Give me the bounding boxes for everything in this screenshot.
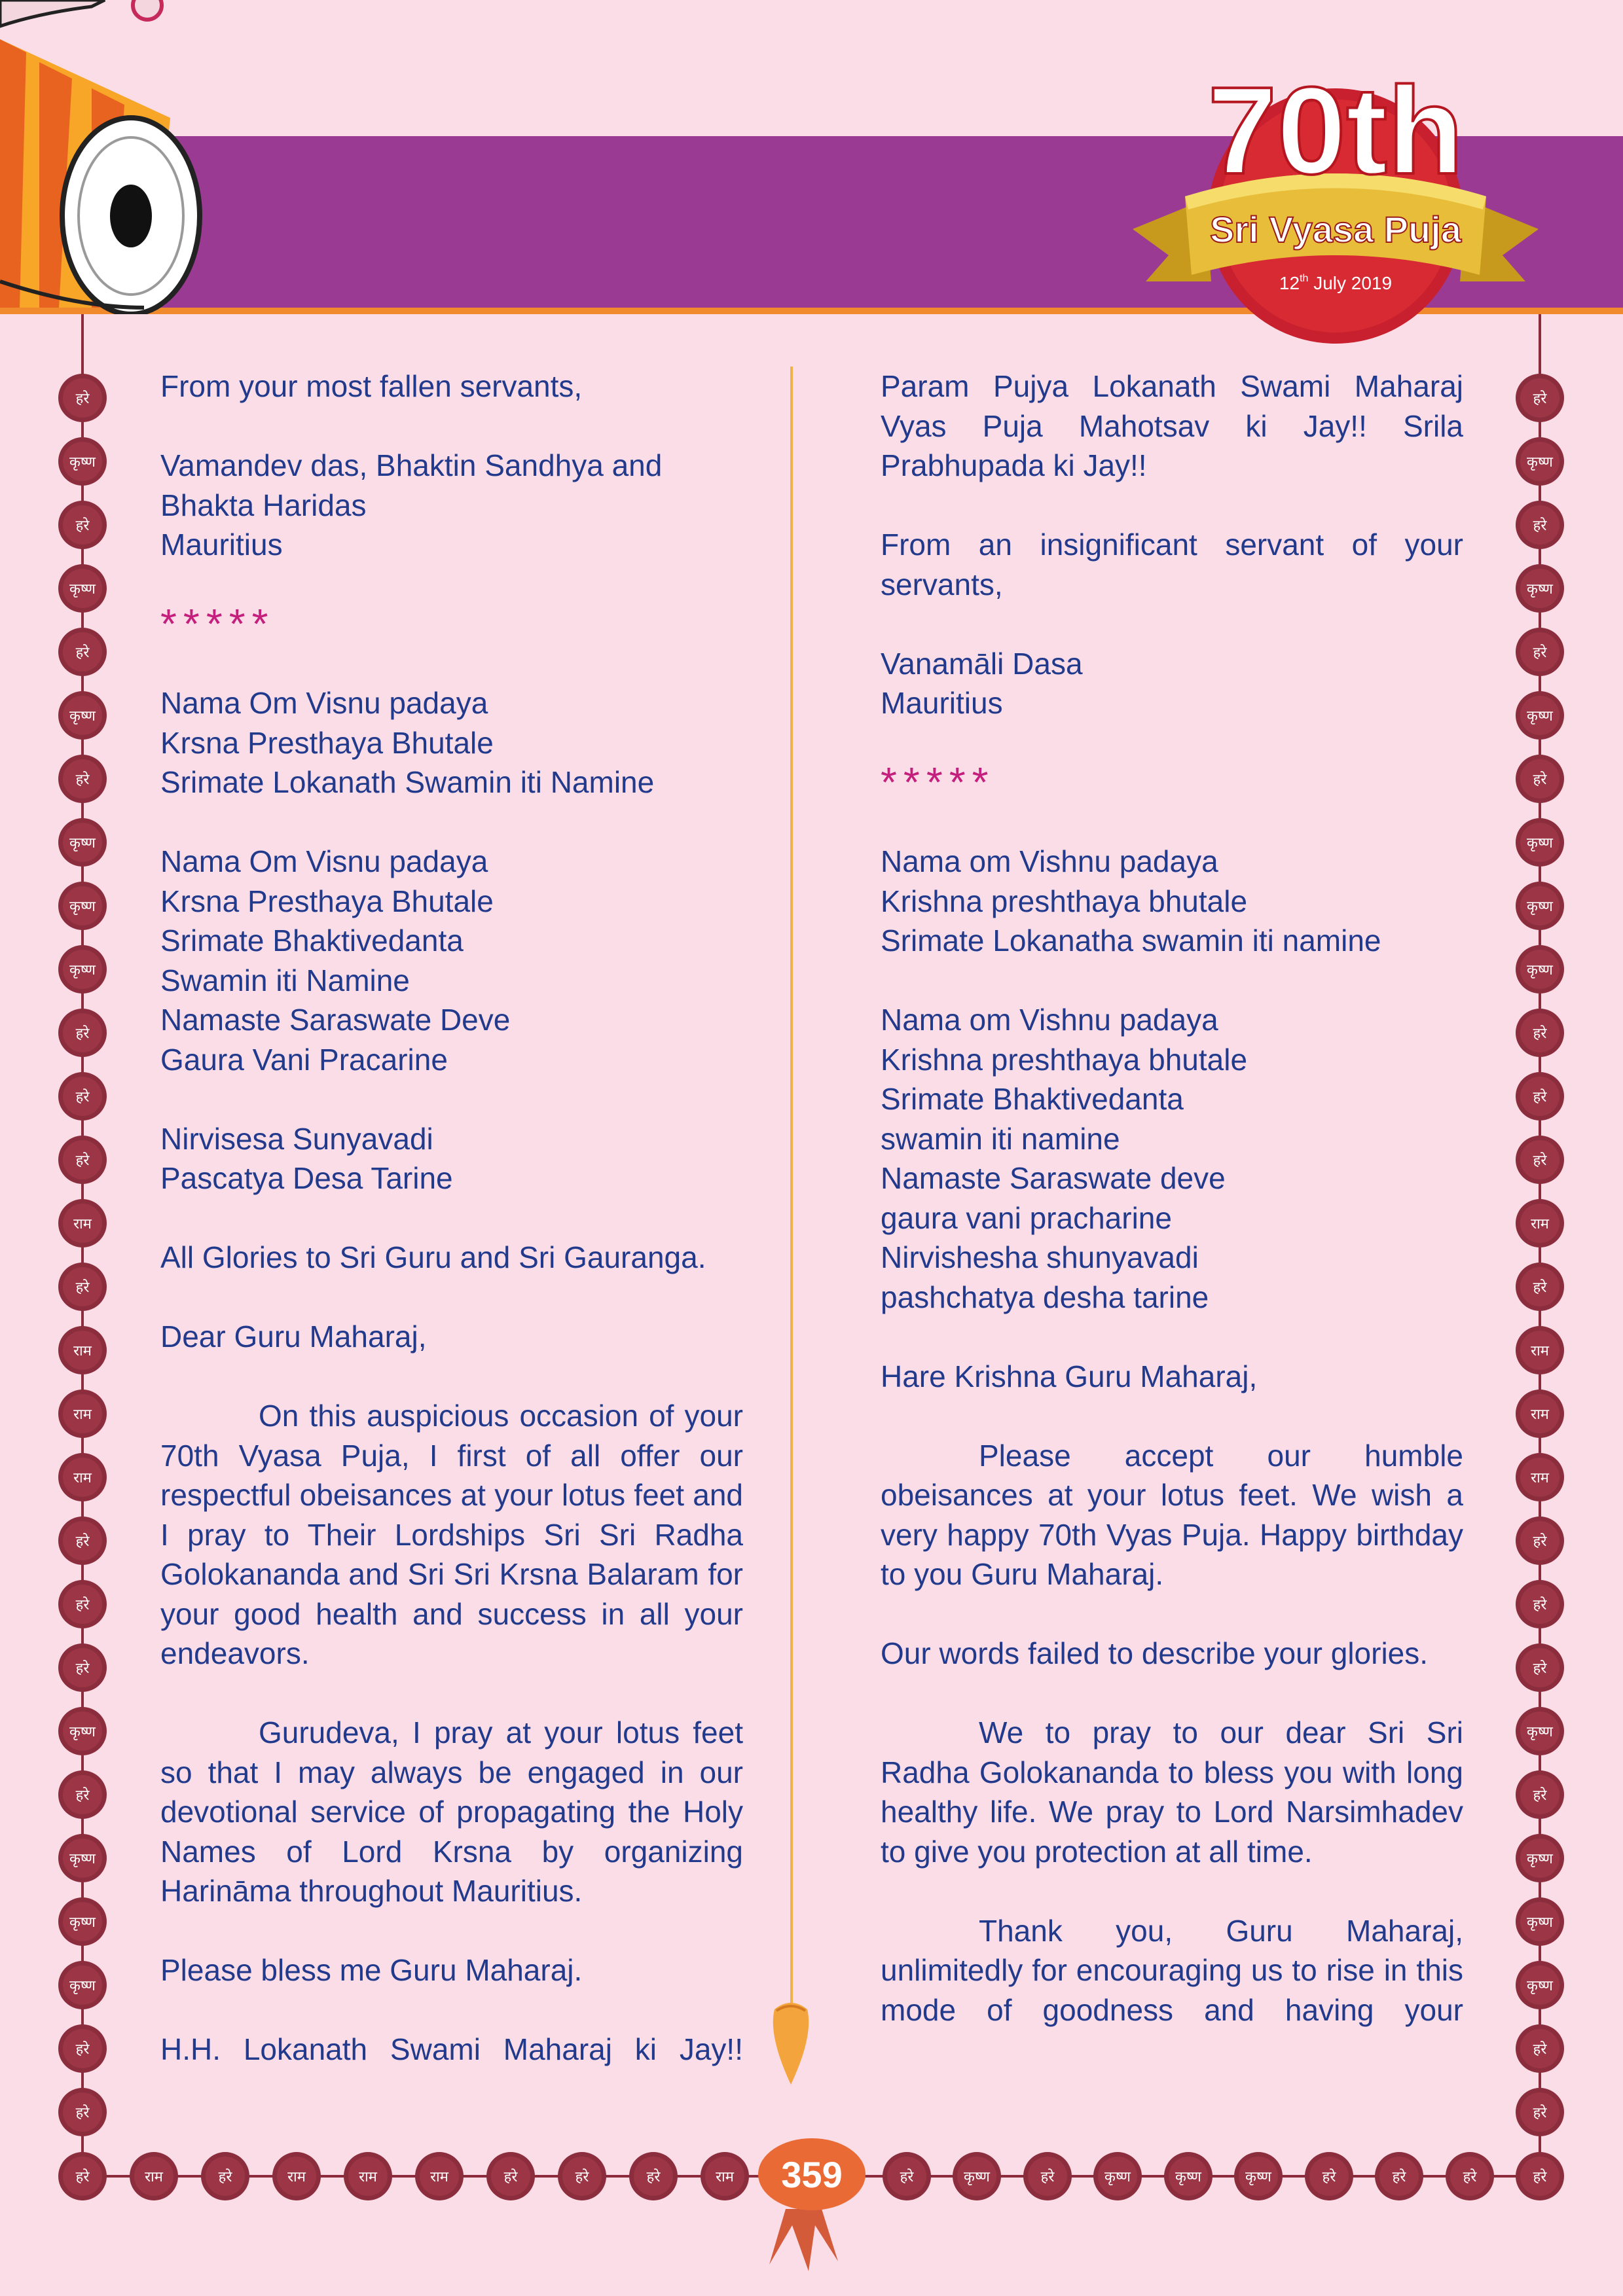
bead-left [58, 1326, 107, 1374]
svg-text:कृष्ण: कृष्ण [69, 1978, 96, 1994]
bead-bottom [1375, 2152, 1423, 2200]
svg-text:हरे: हरे [75, 2041, 90, 2058]
svg-text:हरे: हरे [900, 2169, 914, 2185]
svg-text:कृष्ण: कृष्ण [1175, 2169, 1201, 2185]
bead-left [58, 2088, 107, 2136]
right-paragraph-2: Our words failed to describe your glories. [881, 1636, 1429, 1670]
left-paragraph-2: Gurudeva, I pray at your lotus feet so that I may always be engaged in our devotional service of propagating the Holy Names of Lord Krsna by organizing Harināma throughout Mauritius. [160, 1715, 743, 1908]
svg-text:कृष्ण: कृष्ण [1527, 962, 1553, 978]
svg-text:कृष्ण: कृष्ण [69, 454, 96, 471]
svg-text:हरे: हरे [1533, 1026, 1547, 1042]
svg-text:हरे: हरे [75, 645, 90, 661]
bead-left [58, 628, 107, 676]
svg-text:कृष्ण: कृष्ण [1104, 2169, 1131, 2185]
svg-text:हरे: हरे [75, 1597, 90, 1613]
bead-right [1516, 1072, 1564, 1121]
divider-drop-ornament [771, 1996, 811, 2088]
svg-text:हरे: हरे [646, 2169, 661, 2185]
svg-text:हरे: हरे [1533, 518, 1547, 534]
svg-text:कृष्ण: कृष्ण [69, 1914, 96, 1931]
bead-right [1516, 818, 1564, 867]
star-separator: ***** [881, 759, 995, 806]
right-prayer-2: Nama om Vishnu padaya Krishna preshthaya bhutale Srimate Bhaktivedanta swamin iti namine Namaste Saraswate deve gaura vani pracharine Nirvishesha shunyavadi pashchatya desha tarine [881, 1003, 1248, 1314]
svg-text:राम: राम [73, 1216, 92, 1232]
bead-left [58, 691, 107, 740]
bead-bottom [1234, 2152, 1283, 2200]
bead-right [1516, 1263, 1564, 1311]
column-divider [790, 367, 793, 2016]
svg-text:हरे: हरे [1463, 2169, 1477, 2185]
svg-text:हरे: हरे [575, 2169, 589, 2185]
badge-number: 70th [1207, 65, 1464, 200]
bead-bottom [1516, 2152, 1564, 2200]
svg-text:हरे: हरे [75, 1280, 90, 1296]
right-column [881, 367, 1463, 2070]
bead-right [1516, 1326, 1564, 1374]
svg-text:हरे: हरे [1533, 772, 1547, 788]
bead-bottom [415, 2152, 464, 2200]
bead-right [1516, 1009, 1564, 1057]
svg-text:हरे: हरे [1533, 1597, 1547, 1613]
svg-text:कृष्ण: कृष्ण [1527, 581, 1553, 598]
bead-left [58, 1897, 107, 1946]
bead-bottom [201, 2152, 249, 2200]
svg-text:हरे: हरे [75, 1660, 90, 1677]
svg-text:हरे: हरे [75, 518, 90, 534]
svg-text:हरे: हरे [1533, 2041, 1547, 2058]
bead-left [58, 882, 107, 930]
svg-text:हरे: हरे [1533, 2105, 1547, 2121]
bead-right [1516, 564, 1564, 613]
svg-text:हरे: हरे [1322, 2169, 1336, 2185]
right-prayer-1: Nama om Vishnu padaya Krishna preshthaya bhutale Srimate Lokanatha swamin iti namine [881, 844, 1381, 958]
bead-bottom [344, 2152, 392, 2200]
bead-right [1516, 1961, 1564, 2009]
right-paragraph-4: Thank you, Guru Maharaj, unlimitedly for encouraging us to rise in this mode of goodness and having your [881, 1913, 1463, 2027]
svg-text:राम: राम [1531, 1470, 1549, 1486]
bead-right [1516, 1453, 1564, 1501]
bead-right [1516, 1707, 1564, 1755]
right-signature: Vanamāli Dasa Mauritius [881, 646, 1083, 720]
star-separator: ***** [160, 600, 275, 647]
left-opening: From your most fallen servants, [160, 369, 583, 403]
bead-left [58, 1136, 107, 1184]
svg-text:राम: राम [1531, 1216, 1549, 1232]
svg-text:कृष्ण: कृष्ण [1527, 835, 1553, 852]
svg-text:राम: राम [73, 1343, 92, 1359]
bead-right [1516, 1834, 1564, 1882]
svg-text:हरे: हरे [75, 391, 90, 407]
bead-bottom [883, 2152, 931, 2200]
svg-text:हरे: हरे [1533, 1534, 1547, 1550]
bead-left [58, 2024, 107, 2073]
bead-left [58, 755, 107, 803]
bead-left [58, 374, 107, 422]
bead-bottom [1446, 2152, 1494, 2200]
bead-left [58, 1961, 107, 2009]
right-jay-continued: Param Pujya Lokanath Swami Maharaj Vyas Puja Mahotsav ki Jay!! Srila Prabhupada ki Jay!! [881, 369, 1463, 482]
bead-right [1516, 1643, 1564, 1692]
page-number-badge [758, 2138, 866, 2271]
svg-text:हरे: हरे [75, 1787, 90, 1804]
bead-bottom [1023, 2152, 1072, 2200]
bead-bottom [629, 2152, 678, 2200]
bead-left [58, 1770, 107, 1819]
bead-left [58, 437, 107, 486]
svg-text:हरे: हरे [75, 2105, 90, 2121]
svg-text:हरे: हरे [1533, 1280, 1547, 1296]
svg-text:हरे: हरे [1533, 2169, 1547, 2185]
left-salutation: Dear Guru Maharaj, [160, 1319, 427, 1354]
svg-text:हरे: हरे [75, 1153, 90, 1169]
bead-left [58, 1453, 107, 1501]
left-paragraph-1: On this auspicious occasion of your 70th Vyasa Puja, I first of all offer our respectful obeisances at your lotus feet and I pray to Their Lordships Sri Sri Radha Golokananda and Sri Sri Krsna Balaram for your good health and success in all your endeavors. [160, 1399, 743, 1670]
right-salutation: Hare Krishna Guru Maharaj, [881, 1359, 1258, 1393]
bead-left [58, 1072, 107, 1121]
svg-text:राम: राम [716, 2169, 734, 2185]
bead-left [58, 501, 107, 549]
svg-text:कृष्ण: कृष्ण [69, 962, 96, 978]
svg-text:हरे: हरे [75, 2169, 90, 2185]
svg-text:हरे: हरे [503, 2169, 518, 2185]
bead-right [1516, 1390, 1564, 1438]
svg-text:हरे: हरे [75, 772, 90, 788]
left-signature: Vamandev das, Bhaktin Sandhya and Bhakta Haridas Mauritius [160, 448, 663, 562]
bead-right [1516, 1770, 1564, 1819]
bead-right [1516, 501, 1564, 549]
bead-left [58, 945, 107, 994]
svg-text:राम: राम [73, 1407, 92, 1423]
left-prayer-1: Nama Om Visnu padaya Krsna Presthaya Bhutale Srimate Lokanath Swamin iti Namine [160, 686, 655, 799]
svg-text:कृष्ण: कृष्ण [1527, 708, 1553, 725]
svg-text:कृष्ण: कृष्ण [1527, 1724, 1553, 1740]
bead-bottom [130, 2152, 178, 2200]
right-paragraph-3: We to pray to our dear Sri Sri Radha Golokananda to bless you with long healthy life. We pray to Lord Narsimhadev to give you protection at all time. [881, 1715, 1463, 1869]
svg-text:कृष्ण: कृष्ण [1527, 454, 1553, 471]
svg-text:राम: राम [359, 2169, 377, 2185]
svg-text:कृष्ण: कृष्ण [1527, 1978, 1553, 1994]
bead-right [1516, 1136, 1564, 1184]
bead-bottom [58, 2152, 107, 2200]
bead-right [1516, 628, 1564, 676]
svg-text:कृष्ण: कृष्ण [69, 1724, 96, 1740]
bead-right [1516, 882, 1564, 930]
bead-bottom [1305, 2152, 1353, 2200]
left-column [160, 367, 743, 2109]
svg-text:राम: राम [430, 2169, 448, 2185]
bead-left [58, 1580, 107, 1628]
left-prayer-2: Nama Om Visnu padaya Krsna Presthaya Bhutale Srimate Bhaktivedanta Swamin iti Namine Namaste Saraswate Deve Gaura Vani Pracarine [160, 844, 511, 1077]
bead-left [58, 1390, 107, 1438]
bead-bottom [272, 2152, 321, 2200]
badge-title: Sri Vyasa Puja [1210, 209, 1461, 250]
left-jay: H.H. Lokanath Swami Maharaj ki Jay!! [160, 2032, 743, 2066]
left-bless: Please bless me Guru Maharaj. [160, 1953, 583, 1987]
bead-right [1516, 2088, 1564, 2136]
bead-right [1516, 1580, 1564, 1628]
svg-text:हरे: हरे [1040, 2169, 1055, 2185]
right-from: From an insignificant servant of your servants, [881, 528, 1463, 601]
svg-text:कृष्ण: कृष्ण [1245, 2169, 1271, 2185]
left-prayer-3: Nirvisesa Sunyavadi Pascatya Desa Tarine [160, 1121, 453, 1195]
svg-text:कृष्ण: कृष्ण [69, 581, 96, 598]
svg-text:हरे: हरे [1533, 1089, 1547, 1105]
bead-right [1516, 374, 1564, 422]
right-paragraph-1: Please accept our humble obeisances at your lotus feet. We wish a very happy 70th Vyas Puja. Happy birthday to you Guru Maharaj. [881, 1438, 1463, 1591]
svg-text:कृष्ण: कृष्ण [69, 708, 96, 725]
bead-left [58, 1834, 107, 1882]
svg-text:कृष्ण: कृष्ण [1527, 899, 1553, 915]
left-glories: All Glories to Sri Guru and Sri Gauranga. [160, 1240, 706, 1274]
svg-text:राम: राम [287, 2169, 306, 2185]
bead-left [58, 818, 107, 867]
bead-left [58, 1516, 107, 1565]
bead-bottom [1164, 2152, 1213, 2200]
svg-text:हरे: हरे [1533, 645, 1547, 661]
svg-text:हरे: हरे [218, 2169, 232, 2185]
bead-right [1516, 437, 1564, 486]
svg-text:हरे: हरे [75, 1089, 90, 1105]
bead-right [1516, 1199, 1564, 1247]
svg-text:हरे: हरे [1533, 391, 1547, 407]
bead-right [1516, 945, 1564, 994]
bead-bottom [558, 2152, 606, 2200]
svg-text:कृष्ण: कृष्ण [1527, 1914, 1553, 1931]
bead-bottom [953, 2152, 1001, 2200]
svg-text:कृष्ण: कृष्ण [69, 1851, 96, 1867]
bead-right [1516, 691, 1564, 740]
svg-text:राम: राम [1531, 1343, 1549, 1359]
bead-right [1516, 755, 1564, 803]
bead-left [58, 1263, 107, 1311]
bead-bottom [701, 2152, 749, 2200]
bead-left [58, 1199, 107, 1247]
svg-text:कृष्ण: कृष्ण [964, 2169, 990, 2185]
page-number: 359 [781, 2154, 843, 2195]
bead-bottom [486, 2152, 535, 2200]
svg-text:हरे: हरे [1533, 1787, 1547, 1804]
svg-text:हरे: हरे [1533, 1660, 1547, 1677]
svg-text:कृष्ण: कृष्ण [69, 899, 96, 915]
bead-bottom [1093, 2152, 1142, 2200]
badge-date: 12th July 2019 [1279, 273, 1393, 293]
svg-text:हरे: हरे [75, 1534, 90, 1550]
bead-right [1516, 1897, 1564, 1946]
bead-left [58, 1707, 107, 1755]
svg-text:राम: राम [1531, 1407, 1549, 1423]
bead-left [58, 564, 107, 613]
bead-right [1516, 2024, 1564, 2073]
svg-text:राम: राम [73, 1470, 92, 1486]
svg-text:हरे: हरे [75, 1026, 90, 1042]
bead-right [1516, 1516, 1564, 1565]
svg-text:कृष्ण: कृष्ण [1527, 1851, 1553, 1867]
svg-text:हरे: हरे [1392, 2169, 1406, 2185]
svg-text:कृष्ण: कृष्ण [69, 835, 96, 852]
bead-left [58, 1643, 107, 1692]
svg-text:हरे: हरे [1533, 1153, 1547, 1169]
svg-text:राम: राम [145, 2169, 163, 2185]
bead-left [58, 1009, 107, 1057]
